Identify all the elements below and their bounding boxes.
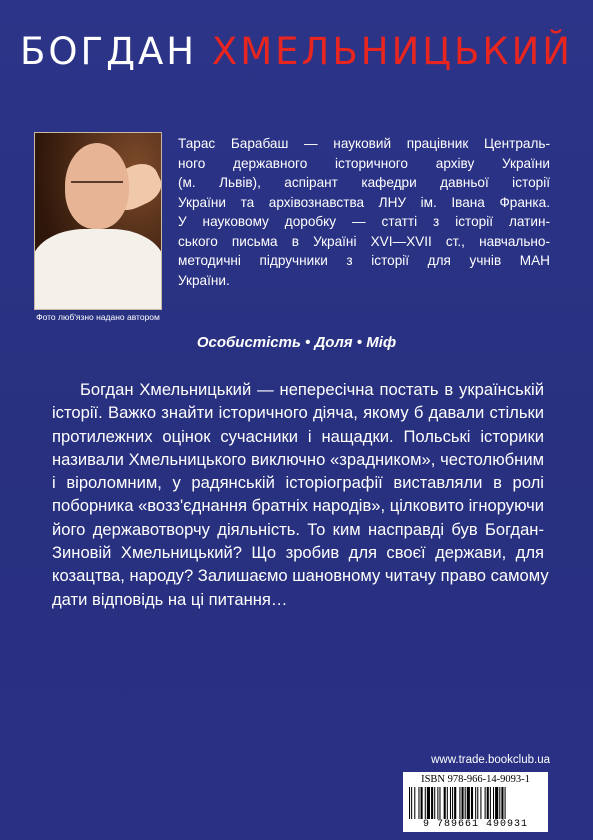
barcode-bar [444, 787, 446, 819]
barcode-bar [490, 787, 491, 819]
description-line: і віроломним, у радянській історіографії виставляли в ролі [52, 473, 544, 493]
description-line: поборника «возз'єднання братніх народів», цілковито ігноруючи [52, 496, 545, 516]
photo-shirt [34, 229, 162, 310]
barcode-bar [480, 787, 481, 819]
barcode-bar [418, 787, 419, 819]
description-line: Богдан Хмельницький — непересічна постать в українській [80, 380, 544, 399]
title-first-name: БОГДАН [20, 30, 198, 73]
description-line: називали Хмельницького виключно «зрадником», честолюбним [52, 449, 544, 469]
barcode-bar [431, 787, 433, 819]
barcode-block [403, 772, 548, 832]
photo-glasses [71, 181, 123, 195]
description-line: його державотворчу діяльність. То ким насправді був Богдан- [52, 519, 544, 539]
photo-caption: Фото люб'язно надано автором [36, 312, 160, 322]
bio-line: України та архівознавства ЛНУ ім. Івана Франка. [178, 194, 550, 210]
barcode-bar [493, 787, 494, 819]
barcode-digits: 9 789661 490931 [422, 819, 528, 830]
barcode-bar [437, 787, 438, 819]
bio-line: методичні підручники з історії для учнів МАН [178, 253, 550, 268]
barcode-bar [465, 787, 466, 819]
bio-line: Тарас Барабаш — науковий працівник Централь- [178, 136, 550, 151]
barcode-bar [439, 787, 440, 819]
description-line: протилежних оцінок сучасники і нащадки. Польські історики [52, 426, 544, 446]
barcode-bar [411, 787, 412, 819]
barcode-bar [425, 787, 426, 819]
barcode-bar [452, 787, 453, 819]
description-line: Зиновій Хмельницький? Що зробив для своєї держави, для [52, 543, 544, 563]
barcode-bar [454, 787, 456, 819]
bio-line: У науковому доробку — статті з історії латин- [178, 214, 550, 229]
barcode-bar [475, 787, 476, 819]
bio-line: ного державного історичного архіву України [178, 155, 550, 171]
barcode-bar [434, 787, 435, 819]
barcode-bar [414, 787, 415, 819]
barcode-bar [462, 787, 464, 819]
barcode-bar [485, 787, 486, 819]
barcode-bar [467, 787, 470, 819]
barcode-bar [447, 787, 448, 819]
series-motto: Особистість • Доля • Міф [196, 334, 397, 351]
barcode-bar [495, 787, 498, 819]
barcode-bar [409, 787, 410, 819]
author-bio [178, 134, 550, 290]
bio-line: ського письма в Україні XVI—XVII ст., навчально- [178, 233, 550, 249]
barcode-bar [477, 787, 478, 819]
book-title [0, 30, 593, 73]
bio-line: України. [178, 272, 230, 288]
barcode-bar [471, 787, 473, 819]
barcode-bar [505, 787, 506, 819]
barcode-bar [487, 787, 489, 819]
description-line: дати відповідь на ці питання… [52, 589, 288, 609]
barcode-bar [450, 787, 451, 819]
barcode-bar [501, 787, 503, 819]
publisher-website: www.trade.bookclub.ua [431, 754, 550, 766]
barcode-bar [427, 787, 430, 819]
description-line: історії. Важко знайти історичного діяча, якому б давали стільки [52, 403, 544, 423]
description-line: козацтва, народу? Залишаємо шановному читачу право самому [52, 566, 549, 586]
barcode-bar [499, 787, 500, 819]
bio-line: (м. Львів), аспірант кафедри давньої історії [178, 175, 550, 190]
barcode-bars [409, 787, 542, 819]
barcode-bar [459, 787, 460, 819]
barcode-bar [421, 787, 423, 819]
isbn-number: ISBN 978-966-14-9093-1 [421, 774, 530, 785]
book-description [52, 378, 549, 611]
author-photo [34, 132, 162, 310]
title-last-name: ХМЕЛЬНИЦЬКИЙ [211, 30, 573, 73]
